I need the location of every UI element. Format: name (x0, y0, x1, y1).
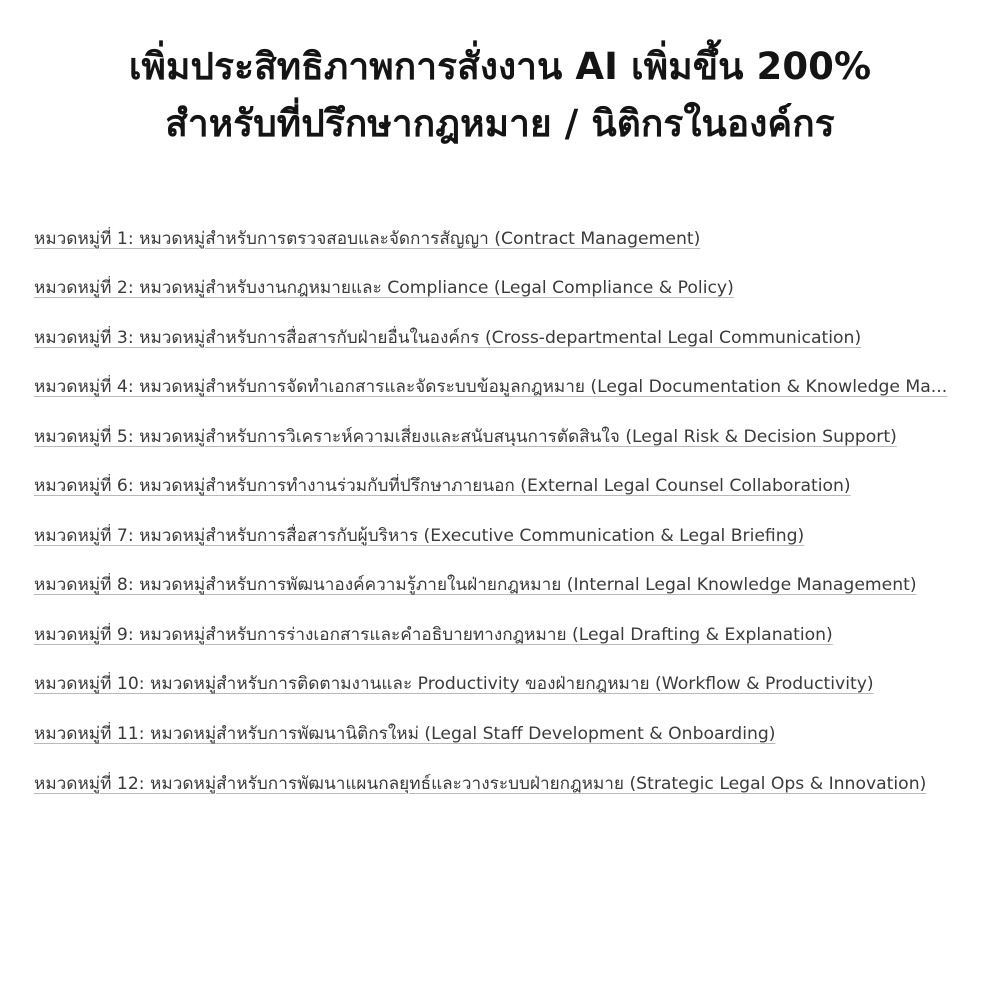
list-item[interactable]: หมวดหมู่ที่ 12: หมวดหมู่สำหรับการพัฒนาแผนกลยุทธ์และวางระบบฝ่ายกฎหมาย (Strategic Legal Ops & Innovation) (34, 773, 927, 794)
list-item[interactable]: หมวดหมู่ที่ 4: หมวดหมู่สำหรับการจัดทำเอกสารและจัดระบบข้อมูลกฎหมาย (Legal Documentation & Knowledge Ma... (34, 377, 948, 398)
list-item[interactable]: หมวดหมู่ที่ 2: หมวดหมู่สำหรับงานกฎหมายและ Compliance (Legal Compliance & Policy) (34, 278, 734, 299)
list-item[interactable]: หมวดหมู่ที่ 8: หมวดหมู่สำหรับการพัฒนาองค์ความรู้ภายในฝ่ายกฎหมาย (Internal Legal Knowledge Management) (34, 575, 917, 596)
page-title (0, 0, 1000, 153)
list-item[interactable]: หมวดหมู่ที่ 7: หมวดหมู่สำหรับการสื่อสารกับผู้บริหาร (Executive Communication & Legal Briefing) (34, 525, 805, 546)
list-item[interactable]: หมวดหมู่ที่ 6: หมวดหมู่สำหรับการทำงานร่วมกับที่ปรึกษาภายนอก (External Legal Counsel Collaboration) (34, 476, 851, 497)
list-item[interactable]: หมวดหมู่ที่ 3: หมวดหมู่สำหรับการสื่อสารกับฝ่ายอื่นในองค์กร (Cross-departmental Legal Communication) (34, 327, 862, 348)
page-title-line-2: สำหรับที่ปรึกษากฎหมาย / นิติกรในองค์กร (165, 102, 835, 146)
list-item[interactable]: หมวดหมู่ที่ 9: หมวดหมู่สำหรับการร่างเอกสารและคำอธิบายทางกฎหมาย (Legal Drafting & Explanation) (34, 624, 833, 645)
list-item[interactable]: หมวดหมู่ที่ 11: หมวดหมู่สำหรับการพัฒนานิติกรใหม่ (Legal Staff Development & Onboarding) (34, 724, 776, 744)
list-item[interactable]: หมวดหมู่ที่ 1: หมวดหมู่สำหรับการตรวจสอบและจัดการสัญญา (Contract Management) (34, 228, 701, 249)
list-item[interactable]: หมวดหมู่ที่ 5: หมวดหมู่สำหรับการวิเคราะห์ความเสี่ยงและสนับสนุนการตัดสินใจ (Legal Risk & Decision Support) (34, 426, 897, 447)
page-title-line-1: เพิ่มประสิทธิภาพการสั่งงาน AI เพิ่มขึ้น 200% (128, 45, 872, 88)
category-list (0, 227, 1000, 797)
list-item[interactable]: หมวดหมู่ที่ 10: หมวดหมู่สำหรับการติดตามงานและ Productivity ของฝ่ายกฎหมาย (Workflow & Productivity) (34, 674, 874, 695)
